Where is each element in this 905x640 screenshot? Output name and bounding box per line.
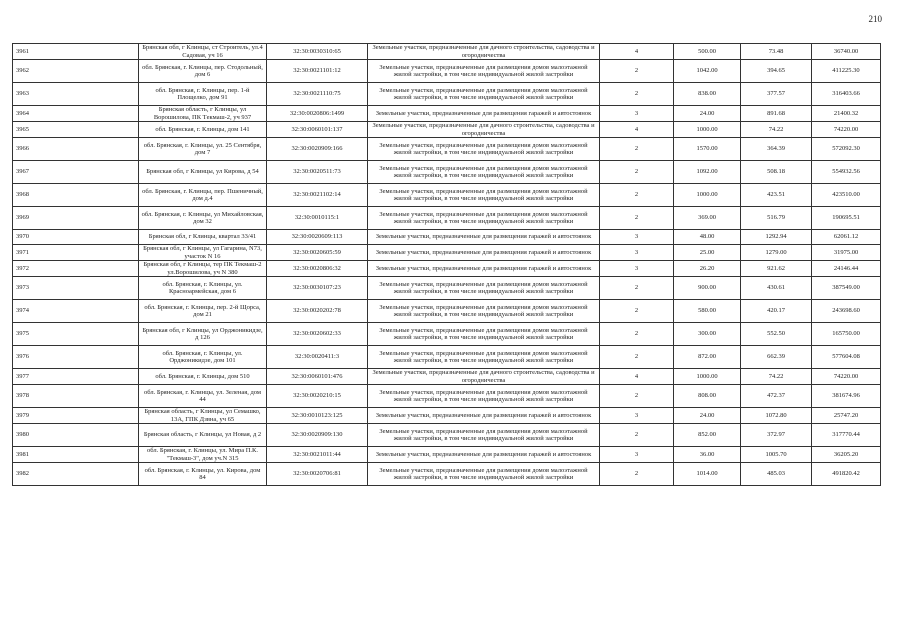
table-row	[13, 184, 881, 207]
area-cell: 26.20	[674, 261, 741, 277]
area-cell: 1000.00	[674, 184, 741, 207]
cadastral-number-cell: 32:30:0030107:23	[267, 277, 368, 300]
row-number-cell: 3982	[13, 463, 139, 486]
cadastral-number-cell: 32:30:0020202:78	[267, 300, 368, 323]
land-use-cell: Земельные участки, предназначенные для размещения домов малоэтажной жилой застройки, в том числе индивидуальной жилой застройки	[368, 323, 600, 346]
specific-value-cell: 420.17	[741, 300, 812, 323]
group-cell: 2	[600, 424, 674, 447]
cadastral-value-cell: 21400.32	[812, 106, 881, 122]
land-use-cell: Земельные участки, предназначенные для размещения домов малоэтажной жилой застройки, в том числе индивидуальной жилой застройки	[368, 83, 600, 106]
cadastral-value-cell: 74220.00	[812, 369, 881, 385]
address-cell: обл. Брянская, г. Клинцы, дом 141	[139, 122, 267, 138]
table-row	[13, 44, 881, 60]
table-row	[13, 230, 881, 245]
group-cell: 2	[600, 346, 674, 369]
area-cell: 48.00	[674, 230, 741, 245]
cadastral-value-cell: 572092.30	[812, 138, 881, 161]
group-cell: 4	[600, 369, 674, 385]
cadastral-number-cell: 32:30:0020806:32	[267, 261, 368, 277]
table-row	[13, 207, 881, 230]
table-row	[13, 138, 881, 161]
cadastral-number-cell: 32:30:0020909:130	[267, 424, 368, 447]
group-cell: 4	[600, 122, 674, 138]
area-cell: 369.00	[674, 207, 741, 230]
cadastral-number-cell: 32:30:0021102:14	[267, 184, 368, 207]
land-use-cell: Земельные участки, предназначенные для размещения домов малоэтажной жилой застройки, в том числе индивидуальной жилой застройки	[368, 463, 600, 486]
cadastral-number-cell: 32:30:0020602:33	[267, 323, 368, 346]
cadastral-number-cell: 32:30:0021101:12	[267, 60, 368, 83]
group-cell: 3	[600, 245, 674, 261]
land-use-cell: Земельные участки, предназначенные для дачного строительства, садоводства и огородничества	[368, 122, 600, 138]
group-cell: 2	[600, 463, 674, 486]
table-row	[13, 323, 881, 346]
row-number-cell: 3970	[13, 230, 139, 245]
cadastral-number-cell: 32:30:0020511:73	[267, 161, 368, 184]
cadastral-value-cell: 36205.20	[812, 447, 881, 463]
area-cell: 300.00	[674, 323, 741, 346]
table-row	[13, 300, 881, 323]
land-use-cell: Земельные участки, предназначенные для размещения гаражей и автостоянок	[368, 447, 600, 463]
row-number-cell: 3978	[13, 385, 139, 408]
group-cell: 3	[600, 230, 674, 245]
land-use-cell: Земельные участки, предназначенные для размещения гаражей и автостоянок	[368, 261, 600, 277]
area-cell: 1014.00	[674, 463, 741, 486]
land-use-cell: Земельные участки, предназначенные для размещения домов малоэтажной жилой застройки, в том числе индивидуальной жилой застройки	[368, 184, 600, 207]
address-cell: Брянская область, г Клинцы, ул Ворошилова, ПК Тeкмаш-2, уч 937	[139, 106, 267, 122]
area-cell: 900.00	[674, 277, 741, 300]
specific-value-cell: 1279.00	[741, 245, 812, 261]
specific-value-cell: 430.61	[741, 277, 812, 300]
row-number-cell: 3965	[13, 122, 139, 138]
group-cell: 2	[600, 83, 674, 106]
address-cell: обл. Брянская, г. Клинцы, ул. Зеленая, дом 44	[139, 385, 267, 408]
group-cell: 2	[600, 207, 674, 230]
area-cell: 36.00	[674, 447, 741, 463]
land-use-cell: Земельные участки, предназначенные для дачного строительства, садоводства и огородничества	[368, 44, 600, 60]
area-cell: 25.00	[674, 245, 741, 261]
cadastral-number-cell: 32:30:0020706:81	[267, 463, 368, 486]
row-number-cell: 3966	[13, 138, 139, 161]
row-number-cell: 3961	[13, 44, 139, 60]
table-row	[13, 424, 881, 447]
row-number-cell: 3971	[13, 245, 139, 261]
group-cell: 2	[600, 184, 674, 207]
land-use-cell: Земельные участки, предназначенные для размещения гаражей и автостоянок	[368, 408, 600, 424]
group-cell: 2	[600, 323, 674, 346]
land-use-cell: Земельные участки, предназначенные для размещения домов малоэтажной жилой застройки, в том числе индивидуальной жилой застройки	[368, 277, 600, 300]
specific-value-cell: 891.68	[741, 106, 812, 122]
address-cell: обл. Брянская, г. Клинцы, пер. 2-й Щорса, дом 21	[139, 300, 267, 323]
specific-value-cell: 74.22	[741, 122, 812, 138]
area-cell: 580.00	[674, 300, 741, 323]
area-cell: 838.00	[674, 83, 741, 106]
row-number-cell: 3976	[13, 346, 139, 369]
land-use-cell: Земельные участки, предназначенные для размещения домов малоэтажной жилой застройки, в том числе индивидуальной жилой застройки	[368, 161, 600, 184]
row-number-cell: 3962	[13, 60, 139, 83]
address-cell: Брянская область, г Клинцы, ул Семашко, 13А, ГПК Дзвна, уч 65	[139, 408, 267, 424]
area-cell: 852.00	[674, 424, 741, 447]
row-number-cell: 3981	[13, 447, 139, 463]
specific-value-cell: 552.50	[741, 323, 812, 346]
group-cell: 2	[600, 161, 674, 184]
cadastral-number-cell: 32:30:0060101:137	[267, 122, 368, 138]
table-row	[13, 463, 881, 486]
cadastral-number-cell: 32:30:0010123:125	[267, 408, 368, 424]
table-row	[13, 161, 881, 184]
specific-value-cell: 662.39	[741, 346, 812, 369]
address-cell: Брянская обл, г Клинцы, ул Орджоникидзе, д 126	[139, 323, 267, 346]
address-cell: обл. Брянская, г. Клинцы, ул. 25 Сентября, дом 7	[139, 138, 267, 161]
cadastral-value-cell: 25747.20	[812, 408, 881, 424]
address-cell: обл. Брянская, г. Клинцы, пер. 1-й Площелко, дом 91	[139, 83, 267, 106]
table-body	[13, 44, 881, 486]
row-number-cell: 3975	[13, 323, 139, 346]
table-row	[13, 83, 881, 106]
table-row	[13, 447, 881, 463]
cadastral-value-cell: 316403.66	[812, 83, 881, 106]
address-cell: обл. Брянская, г. Клинцы, пер. Пшеничный, дом д.4	[139, 184, 267, 207]
address-cell: Брянская обл, г Клинцы, ст Строитель, ул.4 Садовая, уч 16	[139, 44, 267, 60]
table-row	[13, 60, 881, 83]
land-use-cell: Земельные участки, предназначенные для размещения домов малоэтажной жилой застройки, в том числе индивидуальной жилой застройки	[368, 346, 600, 369]
address-cell: обл. Брянская, г. Клинцы, пер. Стодольный, дом 6	[139, 60, 267, 83]
land-use-cell: Земельные участки, предназначенные для размещения домов малоэтажной жилой застройки, в том числе индивидуальной жилой застройки	[368, 138, 600, 161]
cadastral-number-cell: 32:30:0020909:166	[267, 138, 368, 161]
row-number-cell: 3963	[13, 83, 139, 106]
cadastral-value-table	[12, 43, 881, 486]
area-cell: 1042.00	[674, 60, 741, 83]
row-number-cell: 3980	[13, 424, 139, 447]
table-row	[13, 106, 881, 122]
cadastral-value-cell: 243698.60	[812, 300, 881, 323]
address-cell: обл. Брянская, г. Клинцы, ул. Кирова, дом 84	[139, 463, 267, 486]
row-number-cell: 3973	[13, 277, 139, 300]
specific-value-cell: 74.22	[741, 369, 812, 385]
area-cell: 500.00	[674, 44, 741, 60]
specific-value-cell: 1005.70	[741, 447, 812, 463]
group-cell: 4	[600, 44, 674, 60]
group-cell: 2	[600, 385, 674, 408]
specific-value-cell: 364.39	[741, 138, 812, 161]
cadastral-value-cell: 423510.00	[812, 184, 881, 207]
address-cell: Брянская обл, г Клинцы, ул Кирова, д 54	[139, 161, 267, 184]
cadastral-value-cell: 36740.00	[812, 44, 881, 60]
cadastral-value-cell: 387549.00	[812, 277, 881, 300]
cadastral-value-cell: 74220.00	[812, 122, 881, 138]
cadastral-number-cell: 32:30:0021110:75	[267, 83, 368, 106]
area-cell: 1000.00	[674, 122, 741, 138]
cadastral-number-cell: 32:30:0020806:1499	[267, 106, 368, 122]
cadastral-value-cell: 31975.00	[812, 245, 881, 261]
cadastral-number-cell: 32:30:0020605:59	[267, 245, 368, 261]
group-cell: 2	[600, 277, 674, 300]
table-row	[13, 369, 881, 385]
cadastral-number-cell: 32:30:0010115:1	[267, 207, 368, 230]
cadastral-value-cell: 317770.44	[812, 424, 881, 447]
land-use-cell: Земельные участки, предназначенные для размещения домов малоэтажной жилой застройки, в том числе индивидуальной жилой застройки	[368, 385, 600, 408]
area-cell: 872.00	[674, 346, 741, 369]
land-use-cell: Земельные участки, предназначенные для размещения гаражей и автостоянок	[368, 106, 600, 122]
area-cell: 1092.00	[674, 161, 741, 184]
cadastral-number-cell: 32:30:0030310:65	[267, 44, 368, 60]
cadastral-value-cell: 491820.42	[812, 463, 881, 486]
land-use-cell: Земельные участки, предназначенные для размещения домов малоэтажной жилой застройки, в том числе индивидуальной жилой застройки	[368, 60, 600, 83]
specific-value-cell: 73.48	[741, 44, 812, 60]
page-number: 210	[868, 14, 882, 24]
cadastral-value-cell: 190695.51	[812, 207, 881, 230]
table-row	[13, 261, 881, 277]
specific-value-cell: 516.79	[741, 207, 812, 230]
specific-value-cell: 1072.80	[741, 408, 812, 424]
cadastral-number-cell: 32:30:0021011:44	[267, 447, 368, 463]
row-number-cell: 3977	[13, 369, 139, 385]
specific-value-cell: 921.62	[741, 261, 812, 277]
land-use-cell: Земельные участки, предназначенные для размещения гаражей и автостоянок	[368, 245, 600, 261]
area-cell: 808.00	[674, 385, 741, 408]
land-use-cell: Земельные участки, предназначенные для дачного строительства, садоводства и огородничества	[368, 369, 600, 385]
area-cell: 24.00	[674, 408, 741, 424]
row-number-cell: 3972	[13, 261, 139, 277]
land-use-cell: Земельные участки, предназначенные для размещения домов малоэтажной жилой застройки, в том числе индивидуальной жилой застройки	[368, 300, 600, 323]
group-cell: 2	[600, 138, 674, 161]
cadastral-number-cell: 32:30:0020609:113	[267, 230, 368, 245]
specific-value-cell: 423.51	[741, 184, 812, 207]
specific-value-cell: 372.97	[741, 424, 812, 447]
area-cell: 1000.00	[674, 369, 741, 385]
cadastral-number-cell: 32:30:0060101:476	[267, 369, 368, 385]
cadastral-number-cell: 32:30:0020411:3	[267, 346, 368, 369]
address-cell: обл. Брянская, г. Клинцы, ул Михайловская, дом 32	[139, 207, 267, 230]
cadastral-value-cell: 165750.00	[812, 323, 881, 346]
specific-value-cell: 472.37	[741, 385, 812, 408]
cadastral-value-cell: 554932.56	[812, 161, 881, 184]
address-cell: Брянская обл, г Клинцы, тер ПК Текмаш-2 ул.Ворошилова, уч N 380	[139, 261, 267, 277]
cadastral-value-cell: 577604.08	[812, 346, 881, 369]
cadastral-value-cell: 24146.44	[812, 261, 881, 277]
land-use-cell: Земельные участки, предназначенные для размещения домов малоэтажной жилой застройки, в том числе индивидуальной жилой застройки	[368, 424, 600, 447]
address-cell: Брянская обл, г Клинцы, ул Гагарина, N73, участок N 16	[139, 245, 267, 261]
address-cell: обл. Брянская, г. Клинцы, дом 510	[139, 369, 267, 385]
row-number-cell: 3968	[13, 184, 139, 207]
table-row	[13, 385, 881, 408]
specific-value-cell: 508.18	[741, 161, 812, 184]
area-cell: 1570.00	[674, 138, 741, 161]
cadastral-number-cell: 32:30:0020210:15	[267, 385, 368, 408]
address-cell: Брянская область, г Клинцы, ул Новая, д 2	[139, 424, 267, 447]
table-row	[13, 346, 881, 369]
specific-value-cell: 485.03	[741, 463, 812, 486]
land-use-cell: Земельные участки, предназначенные для размещения домов малоэтажной жилой застройки, в том числе индивидуальной жилой застройки	[368, 207, 600, 230]
address-cell: Брянская обл, г Клинцы, квартал 33/41	[139, 230, 267, 245]
group-cell: 3	[600, 106, 674, 122]
cadastral-value-cell: 62061.12	[812, 230, 881, 245]
address-cell: обл. Брянская, г. Клинцы, ул. Красноармейская, дом 6	[139, 277, 267, 300]
row-number-cell: 3979	[13, 408, 139, 424]
address-cell: обл. Брянская, г. Клинцы, ул. Мира П.К. "Текмаш-3", дом уч.N 315	[139, 447, 267, 463]
specific-value-cell: 394.65	[741, 60, 812, 83]
row-number-cell: 3964	[13, 106, 139, 122]
land-use-cell: Земельные участки, предназначенные для размещения гаражей и автостоянок	[368, 230, 600, 245]
cadastral-value-cell: 381674.96	[812, 385, 881, 408]
row-number-cell: 3967	[13, 161, 139, 184]
table-row	[13, 122, 881, 138]
area-cell: 24.00	[674, 106, 741, 122]
group-cell: 3	[600, 261, 674, 277]
address-cell: обл. Брянская, г. Клинцы, ул. Орджоникидзе, дом 101	[139, 346, 267, 369]
table-row	[13, 277, 881, 300]
group-cell: 3	[600, 447, 674, 463]
specific-value-cell: 377.57	[741, 83, 812, 106]
row-number-cell: 3969	[13, 207, 139, 230]
table-row	[13, 408, 881, 424]
specific-value-cell: 1292.94	[741, 230, 812, 245]
group-cell: 3	[600, 408, 674, 424]
row-number-cell: 3974	[13, 300, 139, 323]
group-cell: 2	[600, 300, 674, 323]
table-row	[13, 245, 881, 261]
group-cell: 2	[600, 60, 674, 83]
cadastral-value-cell: 411225.30	[812, 60, 881, 83]
